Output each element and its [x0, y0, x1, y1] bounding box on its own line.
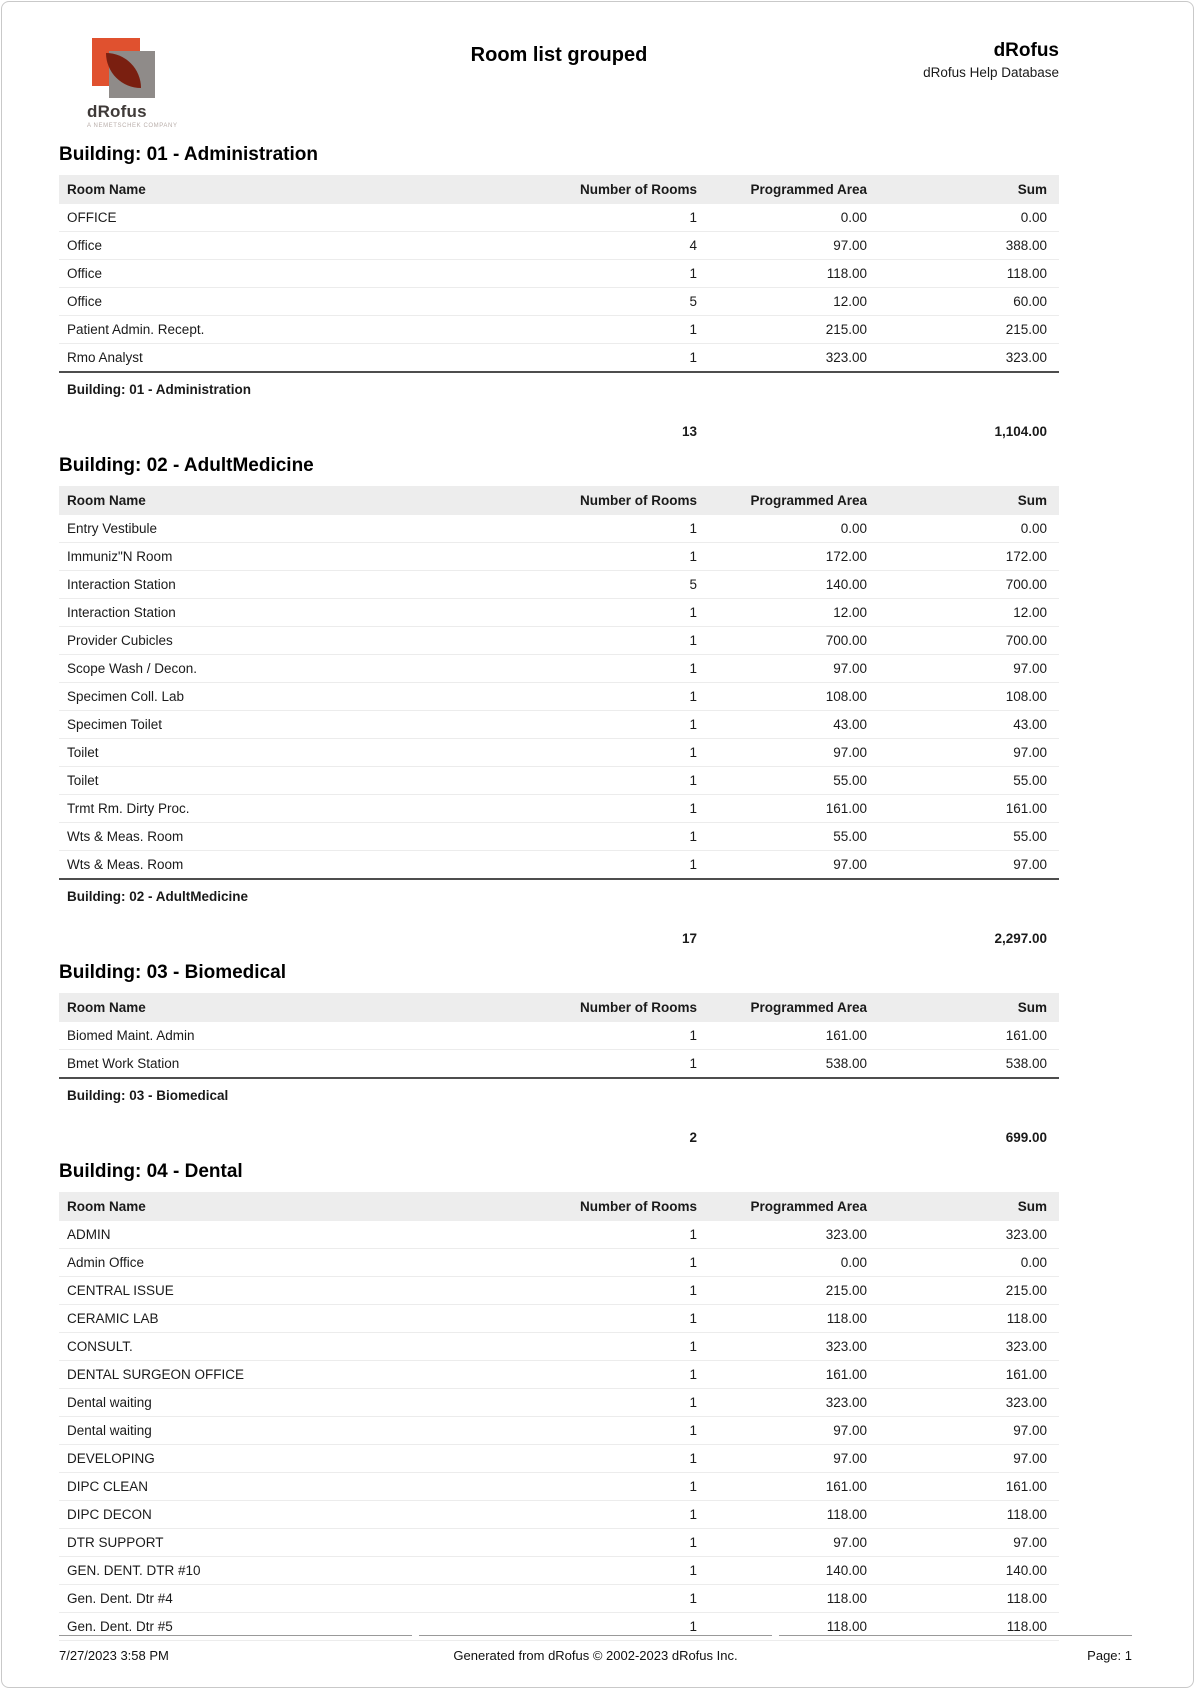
col-header-number-of-rooms: Number of Rooms [499, 175, 709, 204]
sum-cell: 43.00 [879, 711, 1059, 739]
sum-cell: 12.00 [879, 599, 1059, 627]
table-header-row [59, 1192, 1059, 1221]
room-name-cell: Gen. Dent. Dtr #4 [59, 1585, 499, 1613]
table-row [59, 260, 1059, 288]
programmed-area-cell: 118.00 [709, 1501, 879, 1529]
sum-cell: 700.00 [879, 627, 1059, 655]
programmed-area-cell: 97.00 [709, 1417, 879, 1445]
programmed-area-cell: 118.00 [709, 1305, 879, 1333]
totals-number-of-rooms: 2 [689, 1130, 697, 1145]
table-row [59, 1333, 1059, 1361]
number-of-rooms-cell: 1 [499, 1585, 709, 1613]
room-name-cell: DTR SUPPORT [59, 1529, 499, 1557]
programmed-area-cell: 700.00 [709, 627, 879, 655]
programmed-area-cell: 97.00 [709, 739, 879, 767]
col-header-number-of-rooms: Number of Rooms [499, 1192, 709, 1221]
totals-number-of-rooms: 17 [681, 931, 697, 946]
room-name-cell: CONSULT. [59, 1333, 499, 1361]
room-name-cell: Trmt Rm. Dirty Proc. [59, 795, 499, 823]
table-row [59, 1529, 1059, 1557]
number-of-rooms-cell: 1 [499, 683, 709, 711]
programmed-area-cell: 118.00 [709, 1585, 879, 1613]
programmed-area-cell: 140.00 [709, 571, 879, 599]
table-row [59, 767, 1059, 795]
number-of-rooms-cell: 1 [499, 1305, 709, 1333]
programmed-area-cell: 97.00 [709, 655, 879, 683]
table-row [59, 711, 1059, 739]
room-table [59, 175, 1059, 373]
building-section [59, 455, 1059, 946]
sum-cell: 55.00 [879, 823, 1059, 851]
number-of-rooms-cell: 1 [499, 1277, 709, 1305]
table-row [59, 316, 1059, 344]
sum-cell: 60.00 [879, 288, 1059, 316]
number-of-rooms-cell: 1 [499, 599, 709, 627]
table-row [59, 683, 1059, 711]
table-row [59, 739, 1059, 767]
room-table [59, 486, 1059, 880]
table-row [59, 1050, 1059, 1079]
programmed-area-cell: 323.00 [709, 344, 879, 373]
programmed-area-cell: 172.00 [709, 543, 879, 571]
sum-cell: 700.00 [879, 571, 1059, 599]
room-name-cell: Rmo Analyst [59, 344, 499, 373]
sum-cell: 118.00 [879, 1613, 1059, 1641]
table-row [59, 515, 1059, 543]
header-right-subtitle: dRofus Help Database [923, 65, 1059, 80]
number-of-rooms-cell: 1 [499, 316, 709, 344]
number-of-rooms-cell: 1 [499, 344, 709, 373]
number-of-rooms-cell: 1 [499, 795, 709, 823]
table-row [59, 232, 1059, 260]
sum-cell: 97.00 [879, 739, 1059, 767]
number-of-rooms-cell: 1 [499, 767, 709, 795]
programmed-area-cell: 55.00 [709, 767, 879, 795]
col-header-room-name: Room Name [59, 486, 499, 515]
room-name-cell: OFFICE [59, 204, 499, 232]
table-row [59, 344, 1059, 373]
report-page [1, 1, 1194, 1688]
room-name-cell: DEVELOPING [59, 1445, 499, 1473]
footer-page-number: Page: 1 [1087, 1648, 1132, 1663]
programmed-area-cell: 97.00 [709, 851, 879, 880]
building-heading: Building: 03 - Biomedical [59, 962, 286, 983]
programmed-area-cell: 323.00 [709, 1333, 879, 1361]
building-heading: Building: 02 - AdultMedicine [59, 455, 314, 476]
number-of-rooms-cell: 5 [499, 571, 709, 599]
programmed-area-cell: 12.00 [709, 599, 879, 627]
room-name-cell: DIPC DECON [59, 1501, 499, 1529]
room-name-cell: Bmet Work Station [59, 1050, 499, 1079]
table-row [59, 1277, 1059, 1305]
room-name-cell: Interaction Station [59, 571, 499, 599]
number-of-rooms-cell: 1 [499, 515, 709, 543]
building-group-footer [59, 373, 1059, 439]
totals-sum: 2,297.00 [994, 931, 1047, 946]
logo-tagline: A NEMETSCHEK COMPANY [87, 123, 178, 129]
number-of-rooms-cell: 1 [499, 1361, 709, 1389]
sum-cell: 97.00 [879, 655, 1059, 683]
programmed-area-cell: 118.00 [709, 1613, 879, 1641]
header-right [923, 40, 1059, 80]
sum-cell: 161.00 [879, 1361, 1059, 1389]
programmed-area-cell: 97.00 [709, 1445, 879, 1473]
footer-timestamp: 7/27/2023 3:58 PM [59, 1648, 169, 1663]
report-title: Room list grouped [470, 44, 648, 66]
number-of-rooms-cell: 1 [499, 1473, 709, 1501]
room-name-cell: Specimen Toilet [59, 711, 499, 739]
programmed-area-cell: 97.00 [709, 232, 879, 260]
table-row [59, 1305, 1059, 1333]
programmed-area-cell: 215.00 [709, 316, 879, 344]
number-of-rooms-cell: 1 [499, 1529, 709, 1557]
header-right-title: dRofus [993, 40, 1059, 61]
table-row [59, 1473, 1059, 1501]
table-header-row [59, 175, 1059, 204]
programmed-area-cell: 43.00 [709, 711, 879, 739]
building-heading: Building: 04 - Dental [59, 1161, 243, 1182]
room-name-cell: Toilet [59, 739, 499, 767]
table-row [59, 599, 1059, 627]
room-name-cell: Provider Cubicles [59, 627, 499, 655]
sum-cell: 118.00 [879, 1501, 1059, 1529]
programmed-area-cell: 97.00 [709, 1529, 879, 1557]
programmed-area-cell: 55.00 [709, 823, 879, 851]
number-of-rooms-cell: 1 [499, 711, 709, 739]
room-name-cell: Specimen Coll. Lab [59, 683, 499, 711]
room-name-cell: Patient Admin. Recept. [59, 316, 499, 344]
room-name-cell: Office [59, 260, 499, 288]
number-of-rooms-cell: 1 [499, 1050, 709, 1079]
table-row [59, 1221, 1059, 1249]
sum-cell: 140.00 [879, 1557, 1059, 1585]
room-table [59, 1192, 1059, 1641]
table-header-row [59, 993, 1059, 1022]
sum-cell: 97.00 [879, 1445, 1059, 1473]
number-of-rooms-cell: 1 [499, 655, 709, 683]
table-header-row [59, 486, 1059, 515]
sum-cell: 161.00 [879, 1022, 1059, 1050]
room-name-cell: CENTRAL ISSUE [59, 1277, 499, 1305]
programmed-area-cell: 323.00 [709, 1389, 879, 1417]
number-of-rooms-cell: 5 [499, 288, 709, 316]
building-footer-label: Building: 02 - AdultMedicine [67, 889, 248, 904]
sum-cell: 388.00 [879, 232, 1059, 260]
number-of-rooms-cell: 1 [499, 1389, 709, 1417]
sum-cell: 97.00 [879, 1417, 1059, 1445]
table-row [59, 543, 1059, 571]
room-name-cell: Scope Wash / Decon. [59, 655, 499, 683]
sum-cell: 0.00 [879, 1249, 1059, 1277]
room-name-cell: Toilet [59, 767, 499, 795]
col-header-number-of-rooms: Number of Rooms [499, 993, 709, 1022]
col-header-number-of-rooms: Number of Rooms [499, 486, 709, 515]
programmed-area-cell: 118.00 [709, 260, 879, 288]
number-of-rooms-cell: 1 [499, 260, 709, 288]
room-name-cell: Office [59, 232, 499, 260]
sum-cell: 323.00 [879, 1333, 1059, 1361]
number-of-rooms-cell: 1 [499, 823, 709, 851]
sum-cell: 172.00 [879, 543, 1059, 571]
sum-cell: 97.00 [879, 1529, 1059, 1557]
sum-cell: 323.00 [879, 344, 1059, 373]
programmed-area-cell: 161.00 [709, 795, 879, 823]
col-header-sum: Sum [879, 486, 1059, 515]
report-body [59, 144, 1059, 1641]
sum-cell: 108.00 [879, 683, 1059, 711]
table-row [59, 1022, 1059, 1050]
room-name-cell: Gen. Dent. Dtr #5 [59, 1613, 499, 1641]
number-of-rooms-cell: 1 [499, 1221, 709, 1249]
room-name-cell: ADMIN [59, 1221, 499, 1249]
col-header-sum: Sum [879, 175, 1059, 204]
building-totals-row [59, 931, 1059, 946]
table-row [59, 1501, 1059, 1529]
programmed-area-cell: 0.00 [709, 204, 879, 232]
footer-divider [59, 1635, 1132, 1636]
programmed-area-cell: 161.00 [709, 1361, 879, 1389]
table-row [59, 288, 1059, 316]
building-heading: Building: 01 - Administration [59, 144, 318, 165]
col-header-programmed-area: Programmed Area [709, 1192, 879, 1221]
col-header-programmed-area: Programmed Area [709, 175, 879, 204]
totals-sum: 1,104.00 [994, 424, 1047, 439]
programmed-area-cell: 12.00 [709, 288, 879, 316]
table-row [59, 1557, 1059, 1585]
room-name-cell: Wts & Meas. Room [59, 851, 499, 880]
sum-cell: 0.00 [879, 515, 1059, 543]
room-table [59, 993, 1059, 1079]
building-footer-label: Building: 03 - Biomedical [67, 1088, 229, 1103]
room-name-cell: Entry Vestibule [59, 515, 499, 543]
sum-cell: 161.00 [879, 795, 1059, 823]
building-totals-row [59, 424, 1059, 439]
programmed-area-cell: 0.00 [709, 1249, 879, 1277]
number-of-rooms-cell: 1 [499, 1417, 709, 1445]
building-totals-row [59, 1130, 1059, 1145]
room-name-cell: DENTAL SURGEON OFFICE [59, 1361, 499, 1389]
col-header-sum: Sum [879, 1192, 1059, 1221]
room-name-cell: Office [59, 288, 499, 316]
col-header-sum: Sum [879, 993, 1059, 1022]
table-row [59, 627, 1059, 655]
table-row [59, 655, 1059, 683]
number-of-rooms-cell: 1 [499, 739, 709, 767]
table-row [59, 1445, 1059, 1473]
table-row [59, 1585, 1059, 1613]
sum-cell: 215.00 [879, 1277, 1059, 1305]
room-name-cell: Wts & Meas. Room [59, 823, 499, 851]
sum-cell: 215.00 [879, 316, 1059, 344]
sum-cell: 118.00 [879, 1305, 1059, 1333]
report-header [59, 32, 1059, 128]
number-of-rooms-cell: 1 [499, 1501, 709, 1529]
sum-cell: 118.00 [879, 260, 1059, 288]
programmed-area-cell: 0.00 [709, 515, 879, 543]
table-row [59, 851, 1059, 880]
room-name-cell: GEN. DENT. DTR #10 [59, 1557, 499, 1585]
building-group-footer [59, 880, 1059, 946]
number-of-rooms-cell: 1 [499, 627, 709, 655]
building-section [59, 144, 1059, 439]
sum-cell: 118.00 [879, 1585, 1059, 1613]
programmed-area-cell: 538.00 [709, 1050, 879, 1079]
building-section [59, 962, 1059, 1145]
room-name-cell: Biomed Maint. Admin [59, 1022, 499, 1050]
number-of-rooms-cell: 1 [499, 1557, 709, 1585]
col-header-room-name: Room Name [59, 993, 499, 1022]
col-header-programmed-area: Programmed Area [709, 993, 879, 1022]
table-row [59, 204, 1059, 232]
programmed-area-cell: 108.00 [709, 683, 879, 711]
number-of-rooms-cell: 1 [499, 1333, 709, 1361]
room-name-cell: Immuniz"N Room [59, 543, 499, 571]
number-of-rooms-cell: 1 [499, 1445, 709, 1473]
col-header-room-name: Room Name [59, 1192, 499, 1221]
sum-cell: 55.00 [879, 767, 1059, 795]
programmed-area-cell: 140.00 [709, 1557, 879, 1585]
building-footer-label: Building: 01 - Administration [67, 382, 251, 397]
footer-copyright: Generated from dRofus © 2002-2023 dRofus Inc. [453, 1648, 738, 1663]
room-name-cell: CERAMIC LAB [59, 1305, 499, 1333]
room-name-cell: Dental waiting [59, 1389, 499, 1417]
number-of-rooms-cell: 1 [499, 204, 709, 232]
sum-cell: 161.00 [879, 1473, 1059, 1501]
programmed-area-cell: 215.00 [709, 1277, 879, 1305]
report-footer [59, 1635, 1132, 1663]
room-name-cell: Admin Office [59, 1249, 499, 1277]
number-of-rooms-cell: 1 [499, 851, 709, 880]
programmed-area-cell: 323.00 [709, 1221, 879, 1249]
programmed-area-cell: 161.00 [709, 1473, 879, 1501]
number-of-rooms-cell: 1 [499, 1613, 709, 1641]
table-row [59, 1361, 1059, 1389]
table-row [59, 1389, 1059, 1417]
building-group-footer [59, 1079, 1059, 1145]
number-of-rooms-cell: 4 [499, 232, 709, 260]
building-section [59, 1161, 1059, 1641]
table-row [59, 795, 1059, 823]
sum-cell: 0.00 [879, 204, 1059, 232]
table-row [59, 1249, 1059, 1277]
sum-cell: 538.00 [879, 1050, 1059, 1079]
table-row [59, 571, 1059, 599]
programmed-area-cell: 161.00 [709, 1022, 879, 1050]
col-header-room-name: Room Name [59, 175, 499, 204]
number-of-rooms-cell: 1 [499, 1249, 709, 1277]
sum-cell: 97.00 [879, 851, 1059, 880]
totals-sum: 699.00 [1005, 1130, 1047, 1145]
totals-number-of-rooms: 13 [681, 424, 697, 439]
room-name-cell: Interaction Station [59, 599, 499, 627]
room-name-cell: Dental waiting [59, 1417, 499, 1445]
logo-wordmark: dRofus [87, 102, 147, 121]
sum-cell: 323.00 [879, 1221, 1059, 1249]
number-of-rooms-cell: 1 [499, 1022, 709, 1050]
col-header-programmed-area: Programmed Area [709, 486, 879, 515]
room-name-cell: DIPC CLEAN [59, 1473, 499, 1501]
number-of-rooms-cell: 1 [499, 543, 709, 571]
table-row [59, 823, 1059, 851]
table-row [59, 1417, 1059, 1445]
sum-cell: 323.00 [879, 1389, 1059, 1417]
